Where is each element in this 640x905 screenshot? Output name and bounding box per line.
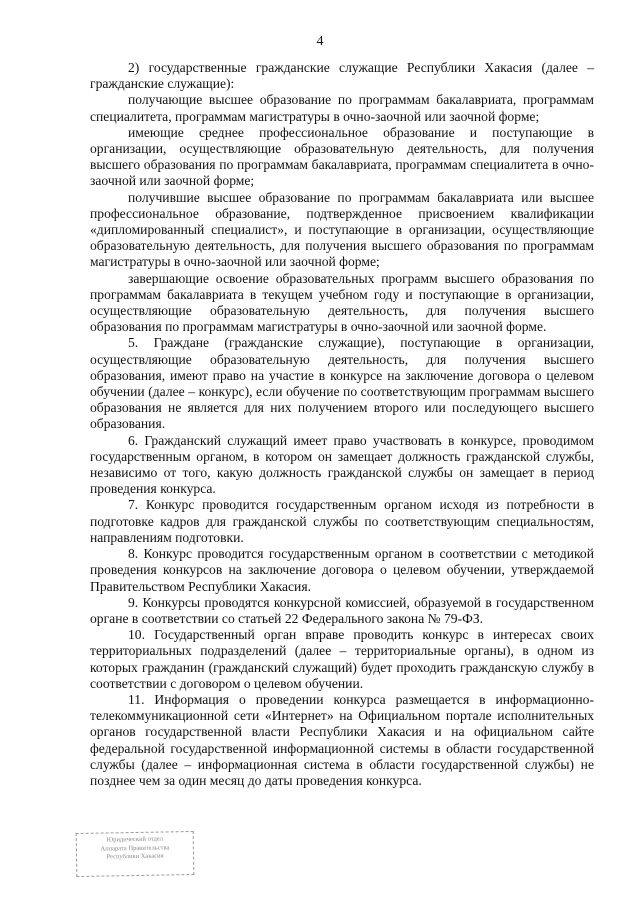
paragraph: 6. Гражданский служащий имеет право участвовать в конкурсе, проводимом государственным органом, в котором он замещает должность гражданской службы, независимо от того, какую должность гражданской службы он замещает в период проведения конкурса. (90, 432, 594, 497)
paragraph: 2) государственные гражданские служащие Республики Хакасия (далее – гражданские служащие): (90, 60, 594, 92)
paragraph: 5. Граждане (гражданские служащие), поступающие в организации, осуществляющие образовательную деятельность, для получения высшего образования, имеют право на участие в конкурсе на заключение договора о целевом обучении (далее – конкурс), если обучение по соответствующим программам высшего образования не является для них получением второго или последующего высшего образования. (90, 335, 594, 432)
paragraph: получившие высшее образование по программам бакалавриата или высшее профессиональное образование, подтвержденное присвоением квалификации «дипломированный специалист», и поступающие в организации, осуществляющие образовательную деятельность, для получения высшего образования по программам магистратуры в очно-заочной или заочной форме; (90, 189, 594, 270)
stamp-line: Юридический отдел (106, 835, 164, 844)
approval-stamp (76, 831, 195, 877)
stamp-line: Республики Хакасия (106, 852, 164, 861)
paragraph: завершающие освоение образовательных программ высшего образования по программам бакалавриата в текущем учебном году и поступающие в организации, осуществляющие образовательную деятельность, для получения высшего образования по программам магистратуры в очно-заочной или заочной форме. (90, 270, 594, 335)
paragraph: 11. Информация о проведении конкурса размещается в информационно-телекоммуникационной сети «Интернет» на Официальном портале исполнительных органов государственной власти Республики Хакасия и на официальном сайте федеральной государственной информационной системы в области государственной службы (далее – информационная система в области государственной службы) не позднее чем за один месяц до даты проведения конкурса. (90, 691, 594, 788)
paragraph: 10. Государственный орган вправе проводить конкурс в интересах своих территориальных подразделений (далее – территориальные органы), в одном из которых гражданин (гражданский служащий) будет проходить гражданскую службу в соответствии с договором о целевом обучении. (90, 627, 594, 691)
document-body (90, 60, 594, 789)
paragraph: 9. Конкурсы проводятся конкурсной комиссией, образуемой в государственном органе в соответствии со статьей 22 Федерального закона № 79-ФЗ. (90, 594, 594, 626)
paragraph: получающие высшее образование по программам бакалавриата, программам специалитета, программам магистратуры в очно-заочной или заочной форме; (90, 92, 594, 124)
stamp-line: Аппарата Правительства (100, 843, 170, 853)
paragraph: 7. Конкурс проводится государственным органом исходя из потребности в подготовке кадров для гражданской службы по соответствующим специальностям, направлениям подготовки. (90, 497, 594, 545)
page-number: 4 (316, 34, 324, 49)
paragraph: 8. Конкурс проводится государственным органом в соответствии с методикой проведения конкурсов на заключение договора о целевом обучении, утверждаемой Правительством Республики Хакасия. (90, 546, 594, 594)
paragraph: имеющие среднее профессиональное образование и поступающие в организации, осуществляющие образовательную деятельность, для получения высшего образования по программам бакалавриата, программам специалитета в очно-заочной или заочной форме; (90, 124, 594, 189)
